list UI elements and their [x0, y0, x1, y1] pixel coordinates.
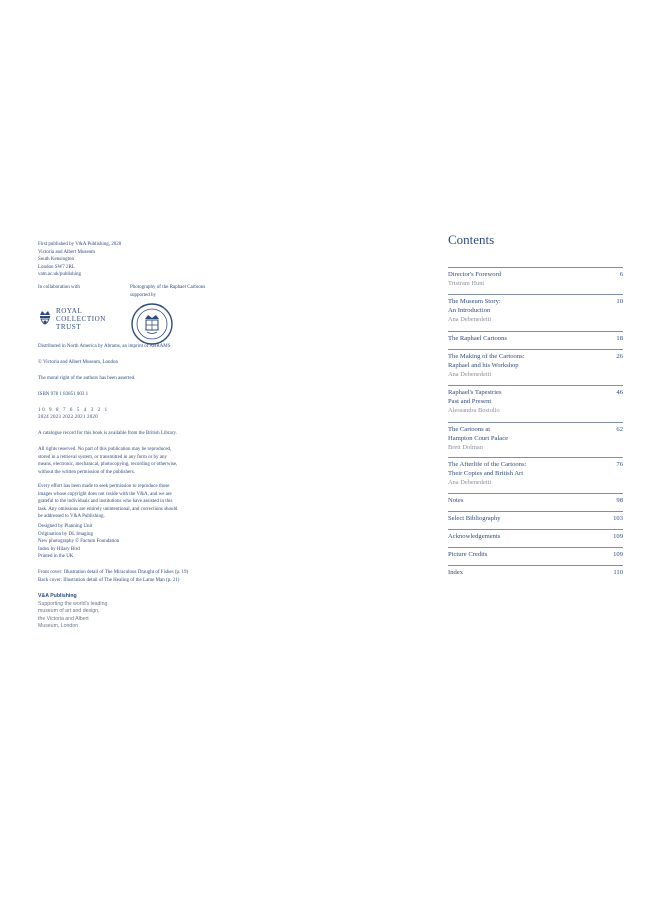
va-line: the Victoria and Albert — [38, 615, 89, 622]
catalogue-record-note: A catalogue record for this book is available from the British Library. — [38, 431, 177, 436]
credit-line: Origination by DL Imaging — [38, 531, 93, 537]
royal-collection-trust-logo — [38, 307, 106, 331]
toc-entry-author: Ana Debenedetti — [448, 316, 492, 323]
logo-word: TRUST — [56, 323, 82, 331]
royal-seal-icon — [130, 302, 174, 346]
logo-word: ROYAL — [56, 307, 83, 315]
toc-entry[interactable] — [448, 297, 623, 324]
rights-line: All rights reserved. No part of this publication may be reproduced, — [38, 447, 172, 452]
rights-paragraph — [38, 446, 177, 476]
toc-entry-author: Brett Dolman — [448, 444, 483, 451]
imprint-line: South Kensington — [38, 257, 74, 263]
print-run-numbers: 10 9 8 7 6 5 4 3 2 1 — [38, 408, 109, 413]
permissions-line: images whose copyright does not reside with the V&A, and we are — [38, 491, 172, 497]
toc-entry[interactable] — [448, 460, 623, 487]
toc-entry[interactable] — [448, 388, 623, 415]
imprint-line: London SW7 2RL — [38, 264, 75, 270]
toc-entry-page: 103 — [613, 515, 623, 522]
toc-entry-page: 62 — [616, 426, 623, 433]
toc-entry-title: Raphael's Tapestries — [448, 389, 502, 396]
toc-entry-title: Acknowledgements — [448, 533, 501, 540]
va-publishing-title: V&A Publishing — [38, 593, 77, 599]
toc-entry-author: Tristram Hunt — [448, 280, 485, 287]
toc-entry[interactable] — [448, 550, 623, 559]
toc-entry-title: Picture Credits — [448, 551, 488, 558]
toc-divider — [448, 385, 623, 386]
imprint-publisher-lines — [38, 241, 121, 279]
toc-divider — [448, 547, 623, 548]
toc-divider — [448, 331, 623, 332]
toc-divider — [448, 565, 623, 566]
photography-credit: Photography of the Raphael Cartoons supported by — [130, 285, 206, 298]
copyright-line: © Victoria and Albert Museum, London — [38, 360, 119, 365]
collaboration-label: In collaboration with — [38, 285, 80, 290]
toc-entry-author: Ana Debenedetti — [448, 371, 492, 378]
toc-divider — [448, 422, 623, 423]
toc-entry-title: The Cartoons at — [448, 426, 491, 433]
production-credits — [38, 523, 119, 561]
toc-entry-page: 26 — [616, 353, 623, 360]
toc-entry-page: 110 — [613, 569, 623, 576]
contents-title: Contents — [448, 232, 495, 247]
toc-entry-title: Index — [448, 569, 464, 576]
isbn-line: ISBN 978 1 83851 003 1 — [38, 392, 89, 397]
toc-divider — [448, 349, 623, 350]
toc-entry[interactable] — [448, 514, 623, 523]
permissions-line: Every effort has been made to seek permission to reproduce those — [38, 484, 170, 489]
toc-entry-title: The Making of the Cartoons: — [448, 353, 525, 360]
permissions-line: be addressed to V&A Publishing. — [38, 514, 105, 520]
credit-line: Printed in the UK — [38, 554, 74, 560]
permissions-line: grateful to the individuals and institutions who have assisted in this — [38, 499, 173, 505]
toc-entry-page: 109 — [613, 533, 623, 540]
toc-entry-page: 18 — [616, 335, 623, 342]
toc-entry-page: 10 — [616, 298, 623, 305]
toc-entry[interactable] — [448, 568, 623, 577]
va-line: museum of art and design, — [38, 608, 100, 615]
toc-divider — [448, 511, 623, 512]
toc-entry[interactable] — [448, 532, 623, 541]
toc-divider — [448, 457, 623, 458]
toc-entry[interactable] — [448, 270, 623, 288]
toc-entry-title: Director's Foreword — [448, 271, 502, 278]
va-line: Supporting the world's leading — [38, 600, 108, 607]
toc-entry-title-line2: Raphael and his Workshop — [448, 362, 519, 369]
imprint-line: Victoria and Albert Museum — [38, 249, 96, 255]
credit-line: Designed by Planning Unit — [38, 524, 93, 529]
toc-divider — [448, 493, 623, 494]
va-publishing-block — [38, 593, 107, 631]
toc-entry[interactable] — [448, 334, 623, 343]
permissions-paragraph — [38, 483, 177, 521]
cover-note: Back cover: Illustration detail of The Healing of the Lame Man (p. 21) — [38, 577, 180, 583]
credit-line: New photography © Factum Foundation — [38, 539, 120, 545]
va-line: Museum, London — [38, 623, 79, 630]
toc-entry-title: The Museum Story: — [448, 298, 501, 305]
toc-entry-title: The Raphael Cartoons — [448, 335, 507, 342]
rights-line: means, electronic, mechanical, photocopying, recording or otherwise, — [38, 462, 178, 468]
toc-divider — [448, 294, 623, 295]
print-year-numbers: 2024 2023 2022 2021 2020 — [38, 415, 98, 420]
toc-entry-title-line2: Their Copies and British Art — [448, 470, 524, 477]
rights-line: without the written permission of the publishers. — [38, 469, 136, 475]
moral-rights-line: The moral right of the authors has been asserted. — [38, 376, 136, 381]
toc-entry-title: Select Bibliography — [448, 515, 501, 522]
toc-entry-title: The Afterlife of the Cartoons: — [448, 461, 527, 468]
cover-note: Front cover: Illustration detail of The Miraculous Draught of Fishes (p. 19) — [38, 570, 189, 575]
toc-entry-page: 6 — [619, 271, 623, 278]
toc-entry[interactable] — [448, 352, 623, 379]
cover-illustration-notes — [38, 569, 188, 584]
toc-entry-author: Ana Debenedetti — [448, 479, 492, 486]
toc-divider — [448, 529, 623, 530]
toc-divider — [448, 267, 623, 268]
crown-icon — [38, 309, 52, 329]
logo-word: COLLECTION — [56, 315, 106, 323]
toc-entry-title: Notes — [448, 497, 464, 504]
toc-entry-page: 76 — [616, 461, 623, 468]
imprint-line: vam.ac.uk/publishing — [38, 272, 82, 278]
rights-line: stored in a retrieval system, or transmitted in any form or by any — [38, 454, 167, 460]
toc-entry[interactable] — [448, 425, 623, 452]
credit-line: Index by Hilary Bird — [38, 546, 80, 552]
toc-entry-page: 46 — [616, 389, 623, 396]
imprint-line: First published by V&A Publishing, 2020 — [38, 242, 122, 247]
toc-entry-title-line2: An Introduction — [448, 307, 491, 314]
permissions-line: task. Any omissions are entirely unintentional, and corrections should — [38, 506, 178, 512]
toc-entry-author: Alessandra Bosiolio — [448, 407, 500, 414]
distribution-note: Distributed in North America by Abrams, an imprint of ABRAMS — [38, 344, 171, 349]
toc-entry-title-line2: Hampton Court Palace — [448, 435, 509, 442]
toc-entry-page: 98 — [616, 497, 623, 504]
toc-entry-page: 109 — [613, 551, 623, 558]
toc-entry[interactable] — [448, 496, 623, 505]
toc-entry-title-line2: Past and Present — [448, 398, 492, 405]
